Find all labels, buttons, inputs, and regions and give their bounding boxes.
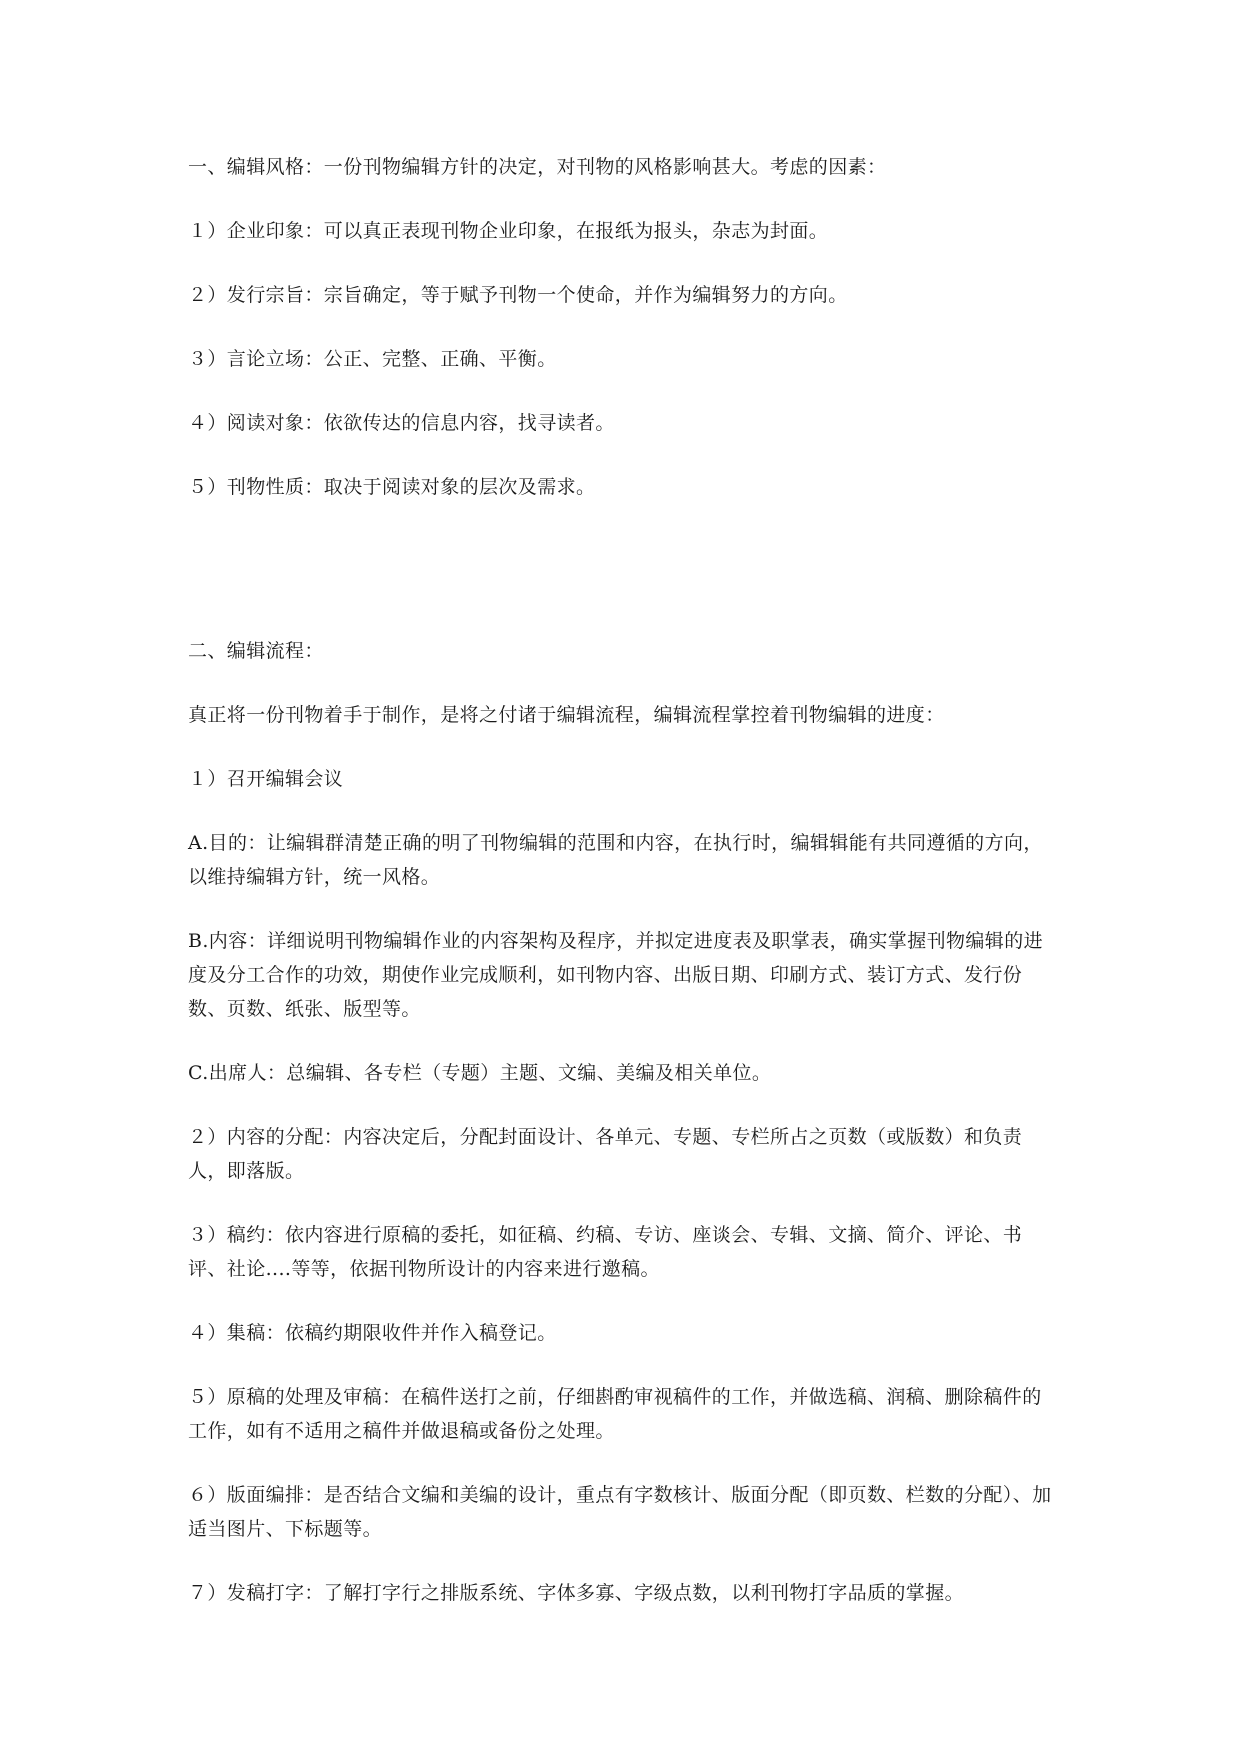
list-item: C.出席人：总编辑、各专栏（专题）主题、文编、美编及相关单位。 [188, 1062, 772, 1084]
section-editing-style [188, 150, 1056, 504]
section-heading: 一、编辑风格：一份刊物编辑方针的决定，对刊物的风格影响甚大。考虑的因素： [188, 156, 887, 178]
list-item: ２）内容的分配：内容决定后，分配封面设计、各单元、专题、专栏所占之页数（或版数）和负责人，即落版。 [188, 1126, 1023, 1182]
document-body [188, 150, 1056, 1640]
list-item: ２）发行宗旨：宗旨确定，等于赋予刊物一个使命，并作为编辑努力的方向。 [188, 284, 848, 306]
section-spacer [188, 534, 1056, 634]
list-item: B.内容：详细说明刊物编辑作业的内容架构及程序，并拟定进度表及职掌表，确实掌握刊物编辑的进度及分工合作的功效，期使作业完成顺利，如刊物内容、出版日期、印刷方式、装订方式、发行份数、页数、纸张、版型等。 [188, 930, 1044, 1020]
list-item: ３）言论立场：公正、完整、正确、平衡。 [188, 348, 557, 370]
list-item: １）召开编辑会议 [188, 768, 344, 790]
list-item: ５）原稿的处理及审稿：在稿件送打之前，仔细斟酌审视稿件的工作，并做选稿、润稿、删除稿件的工作，如有不适用之稿件并做退稿或备份之处理。 [188, 1386, 1042, 1442]
intro-paragraph: 真正将一份刊物着手于制作，是将之付诸于编辑流程，编辑流程掌控着刊物编辑的进度： [188, 704, 945, 726]
section-heading: 二、编辑流程： [188, 640, 324, 662]
list-item: １）企业印象：可以真正表现刊物企业印象，在报纸为报头，杂志为封面。 [188, 220, 829, 242]
list-item: A.目的：让编辑群清楚正确的明了刊物编辑的范围和内容，在执行时，编辑辑能有共同遵循的方向，以维持编辑方针，统一风格。 [188, 832, 1043, 888]
list-item: ７）发稿打字：了解打字行之排版系统、字体多寡、字级点数，以利刊物打字品质的掌握。 [188, 1582, 965, 1604]
section-editing-process [188, 634, 1056, 1610]
list-item: ４）阅读对象：依欲传达的信息内容，找寻读者。 [188, 412, 615, 434]
list-item: ６）版面编排：是否结合文编和美编的设计，重点有字数核计、版面分配（即页数、栏数的分配）、加适当图片、下标题等。 [188, 1484, 1052, 1540]
list-item: ３）稿约：依内容进行原稿的委托，如征稿、约稿、专访、座谈会、专辑、文摘、简介、评论、书评、社论....等等，依据刊物所设计的内容来进行邀稿。 [188, 1224, 1023, 1280]
list-item: ４）集稿：依稿约期限收件并作入稿登记。 [188, 1322, 557, 1344]
list-item: ５）刊物性质：取决于阅读对象的层次及需求。 [188, 476, 596, 498]
